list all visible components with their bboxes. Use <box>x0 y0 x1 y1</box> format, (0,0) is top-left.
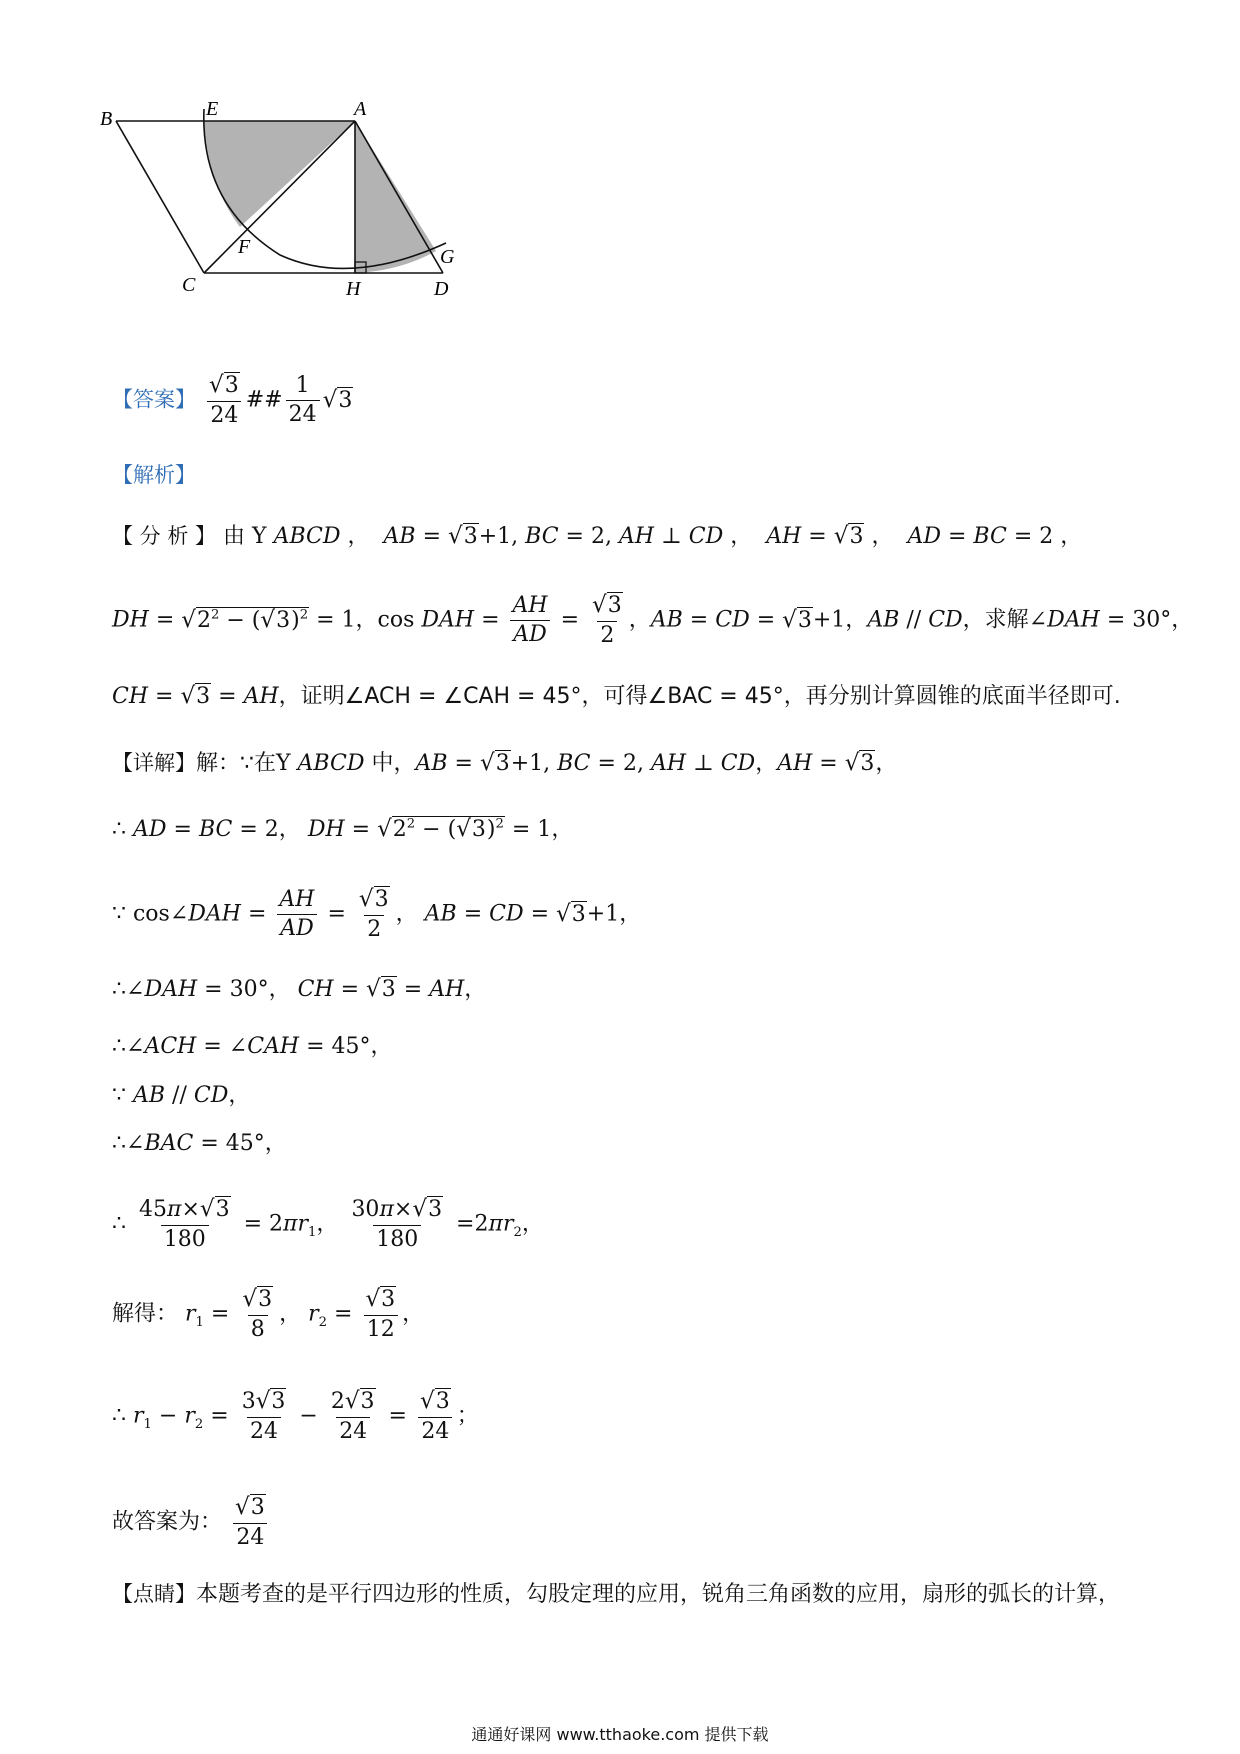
shaded-region-right <box>355 121 436 273</box>
solution-tag: 【详解】 <box>112 751 196 775</box>
solution-line-4: ∴∠DAH = 30°， CH = √3 = AH， <box>112 976 487 1002</box>
answer-fraction-2: $\frac{1}{24}$ <box>286 373 320 429</box>
solution-line-6: ∵ AB // CD， <box>112 1083 251 1108</box>
geometry-figure <box>100 95 530 340</box>
answer-line: 【答案】 $\frac{√3}{24}$ ## $\frac{1}{24}$ √3 <box>112 372 353 428</box>
solution-line-10: ∴ $r_1 - r_2$ = $\frac{3√3}{24}$ − $\frac{2√3}{24}$ = $\frac{√3}{24}$ ； <box>112 1388 479 1444</box>
solution-line-3: ∵ cos∠DAH = $\frac{AH}{AD}$ = $\frac{√3}{2}$ ， AB = CD = √3+1， <box>112 886 642 942</box>
answer-tag: 【答案】 <box>112 387 196 412</box>
solution-line-7: ∴∠BAC = 45°， <box>112 1131 287 1156</box>
analysis-tag: 【解析】 <box>112 463 196 487</box>
label-C: C <box>182 274 196 296</box>
solution-line-8: ∴ $\frac{45\pi\times√3}{180}$ = $2\pi r_1$， $\frac{30\pi\times√3}{180}$ $=2\pi r_2$， <box>112 1196 544 1252</box>
label-E: E <box>206 98 219 120</box>
answer-fraction-1: $\frac{√3}{24}$ <box>206 372 243 429</box>
label-D: D <box>434 278 449 300</box>
solve-prefix: 解得： <box>112 1301 179 1327</box>
solution-line-2: ∴ AD = BC = 2， DH = $√2^2 - (√3)^2 = 1$， <box>112 816 574 842</box>
solution-line-1: 【详解】解：∵在Y ABCD 中，AB = √3+1, BC = 2, AH ⊥ CD，AH = √3， <box>112 750 898 776</box>
fenxi-line-3: CH = √3 = AH，证明∠ACH = ∠CAH = 45°，可得∠BAC = 45°，再分别计算圆锥的底面半径即可. <box>112 683 1121 709</box>
label-H: H <box>346 278 361 300</box>
shaded-region-left <box>204 121 355 227</box>
final-prefix: 故答案为： <box>112 1509 223 1535</box>
comment-line <box>112 1582 1120 1608</box>
answer-separator: ## <box>245 387 283 413</box>
comment-text: 本题考查的是平行四边形的性质，勾股定理的应用，锐角三角函数的应用，扇形的弧长的计算， <box>196 1582 1121 1607</box>
fenxi-tag: 【 分 析 】 <box>112 524 217 548</box>
solution-line-9: 解得： $r_1$ = $\frac{√3}{8}$ ， $r_2$ = $\frac{√3}{12}$ ， <box>112 1286 425 1342</box>
label-B: B <box>100 108 113 130</box>
solution-line-5: ∴∠ACH = ∠CAH = 45°， <box>112 1034 393 1059</box>
final-answer-line: 故答案为： $\frac{√3}{24}$ <box>112 1494 272 1551</box>
label-G: G <box>440 246 455 268</box>
fenxi-line-1: 【 分 析 】 由 Y ABCD ， AB = √3+1, BC = 2, AH ⊥ CD ， AH = √3 ， AD = BC = 2 ， <box>112 523 1083 549</box>
label-F: F <box>238 236 251 258</box>
fenxi-line-2: DH = $√2^2 - (√3)^2 = 1$，cos DAH = $\frac{AH}{AD}$ = $\frac{√3}{2}$ ，AB = CD = √3+1，AB // CD，求解∠DAH = 30°， <box>112 592 1194 648</box>
analysis-heading <box>112 463 196 489</box>
label-A: A <box>354 98 367 120</box>
fenxi-line-3-text: ，证明∠ACH = ∠CAH = 45°，可得∠BAC = 45°，再分别计算圆锥的底面半径即可. <box>278 684 1121 709</box>
comment-tag: 【点睛】 <box>112 1582 196 1606</box>
edge-BC <box>116 121 204 273</box>
footer: 通通好课网 www.tthaoke.com 提供下载 <box>471 1725 769 1744</box>
